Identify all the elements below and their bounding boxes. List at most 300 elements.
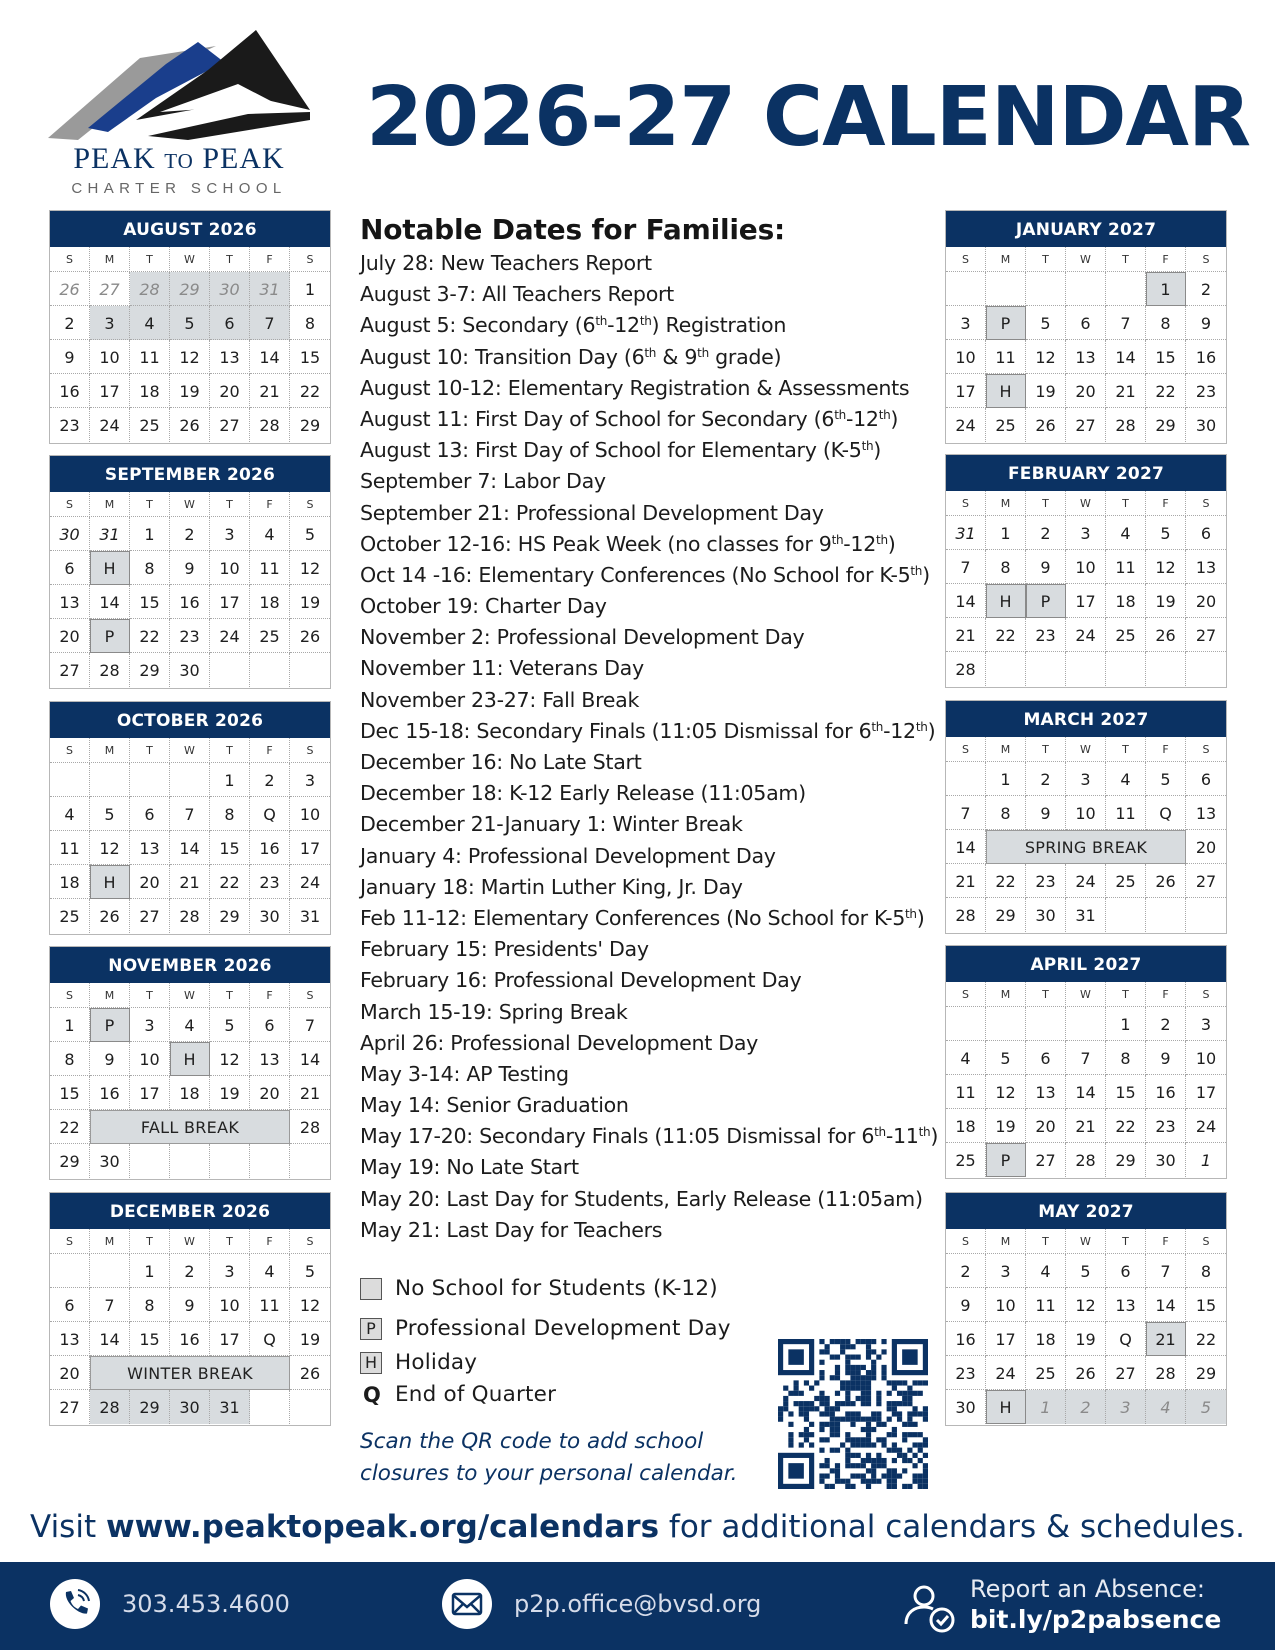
day-cell: 17 <box>1186 1075 1226 1109</box>
weekday-label: F <box>1146 491 1186 516</box>
legend-q-mark: Q <box>363 1383 381 1407</box>
day-cell: 12 <box>170 340 210 374</box>
day-cell: 7 <box>946 796 986 830</box>
legend-end-quarter: Q End of Quarter <box>360 1380 780 1410</box>
day-cell: 20 <box>250 1076 290 1110</box>
day-cell: 24 <box>1066 618 1106 652</box>
notable-text: August 11: First Day of School for Secondary (6 <box>360 406 835 431</box>
day-cell: 11 <box>1026 1288 1066 1322</box>
notable-date-item <box>360 778 940 809</box>
notable-text: December 18: K-12 Early Release (11:05am) <box>360 781 806 806</box>
legend-shaded-swatch <box>360 1278 382 1300</box>
weekday-label: T <box>130 983 170 1008</box>
ordinal-suffix: th <box>861 439 874 454</box>
day-cell: 23 <box>170 619 210 653</box>
day-cell: 21 <box>1066 1109 1106 1143</box>
day-cell: 8 <box>1186 1254 1226 1288</box>
day-cell: 7 <box>1146 1254 1186 1288</box>
day-cell: 12 <box>290 1288 330 1322</box>
day-cell: 29 <box>210 899 250 933</box>
ordinal-suffix: th <box>871 719 884 734</box>
weekday-label: S <box>50 983 90 1008</box>
page-title: 2026-27 CALENDAR <box>366 70 1251 165</box>
notable-text: August 3-7: All Teachers Report <box>360 282 674 307</box>
day-cell: 30 <box>170 653 210 687</box>
day-cell: 29 <box>130 653 170 687</box>
notable-dates <box>360 213 940 1246</box>
day-cell: 24 <box>290 865 330 899</box>
qr-code-icon[interactable] <box>778 1339 928 1489</box>
month-title: OCTOBER 2026 <box>50 702 330 738</box>
day-cell: 2 <box>50 306 90 340</box>
notable-date-item <box>360 1028 940 1059</box>
notable-text: Oct 14 -16: Elementary Conferences (No School for K-5 <box>360 562 911 587</box>
legend-pd-day: P Professional Development Day <box>360 1314 780 1344</box>
day-cell: 30 <box>50 517 90 551</box>
day-cell: 11 <box>250 1288 290 1322</box>
weekday-header <box>946 737 1226 762</box>
weekday-header <box>50 738 330 763</box>
break-band: WINTER BREAK <box>90 1356 290 1390</box>
notable-text: -11 <box>885 1124 919 1149</box>
weekday-label: M <box>90 983 130 1008</box>
weekday-label: M <box>986 491 1026 516</box>
day-cell: 8 <box>50 1042 90 1076</box>
weekday-label: M <box>90 1229 130 1254</box>
day-cell: 13 <box>1186 550 1226 584</box>
notable-date-item <box>360 903 940 934</box>
day-cell: 20 <box>1186 584 1226 618</box>
day-cell: 22 <box>1186 1322 1226 1356</box>
weekday-label: T <box>1106 982 1146 1007</box>
day-cell <box>946 1007 986 1041</box>
day-cell: 13 <box>1026 1075 1066 1109</box>
day-cell: 2 <box>946 1254 986 1288</box>
day-cell: 18 <box>50 865 90 899</box>
ordinal-suffix: th <box>915 719 928 734</box>
weekday-label: W <box>170 247 210 272</box>
day-cell: 18 <box>250 585 290 619</box>
day-cell: 19 <box>170 374 210 408</box>
day-cell: 2 <box>1026 516 1066 550</box>
day-cell: 7 <box>1106 306 1146 340</box>
day-cell: 25 <box>1106 618 1146 652</box>
day-cell: 31 <box>946 516 986 550</box>
day-cell: 5 <box>1026 306 1066 340</box>
ordinal-suffix: th <box>876 532 888 547</box>
day-cell: 25 <box>986 408 1026 442</box>
day-cell: 3 <box>1106 1390 1146 1424</box>
day-cell: 29 <box>1146 408 1186 442</box>
day-cell: 24 <box>90 408 130 442</box>
weekday-label: M <box>986 247 1026 272</box>
day-cell: 22 <box>50 1110 90 1144</box>
day-cell: 26 <box>290 619 330 653</box>
weekday-label: T <box>210 247 250 272</box>
day-cell: 2 <box>1066 1390 1106 1424</box>
day-cell <box>986 1007 1026 1041</box>
day-cell: 26 <box>1146 864 1186 898</box>
day-cell <box>90 1254 130 1288</box>
month-dec <box>49 1192 331 1426</box>
day-cell: 3 <box>1186 1007 1226 1041</box>
notable-text: September 7: Labor Day <box>360 469 606 494</box>
ordinal-suffix: th <box>697 345 709 360</box>
day-cell: 19 <box>290 585 330 619</box>
day-cell: 9 <box>946 1288 986 1322</box>
absence-link[interactable]: bit.ly/p2pabsence <box>970 1605 1222 1634</box>
weekday-label: W <box>170 492 210 517</box>
day-cell: 12 <box>210 1042 250 1076</box>
day-cell: 5 <box>1146 516 1186 550</box>
notable-text: July 28: New Teachers Report <box>360 251 652 275</box>
scan-instructions: Scan the QR code to add school closures to your personal calendar. <box>360 1429 738 1486</box>
day-cell: 5 <box>1066 1254 1106 1288</box>
mountain-logo-icon <box>48 28 310 148</box>
day-cell: 24 <box>946 408 986 442</box>
day-cell: 1 <box>290 272 330 306</box>
day-cell <box>986 652 1026 686</box>
day-cell: 17 <box>1066 584 1106 618</box>
notable-date-item <box>360 1152 940 1183</box>
day-cell: 30 <box>90 1144 130 1178</box>
weekday-label: T <box>210 983 250 1008</box>
day-cell: 4 <box>1106 762 1146 796</box>
weekday-label: S <box>50 1229 90 1254</box>
day-cell <box>170 1144 210 1178</box>
day-cell: 21 <box>946 864 986 898</box>
weekday-label: F <box>1146 247 1186 272</box>
notable-text: & 9 <box>656 344 698 369</box>
day-cell: 28 <box>946 898 986 932</box>
day-cell: 27 <box>210 408 250 442</box>
notable-text: January 4: Professional Development Day <box>360 843 776 868</box>
notable-date-item <box>360 716 940 747</box>
day-grid <box>50 1008 330 1179</box>
month-apr <box>945 945 1227 1179</box>
notable-text: ) <box>873 438 882 463</box>
user-check-icon <box>902 1580 958 1636</box>
day-cell: 11 <box>1106 796 1146 830</box>
day-cell: 20 <box>1186 830 1226 864</box>
notable-date-item <box>360 342 940 373</box>
notable-date-item <box>360 529 940 560</box>
notable-date-item <box>360 1215 940 1246</box>
month-oct <box>49 701 331 935</box>
day-cell: 23 <box>946 1356 986 1390</box>
day-cell: 15 <box>130 1322 170 1356</box>
month-title: MARCH 2027 <box>946 701 1226 737</box>
day-cell: 20 <box>130 865 170 899</box>
day-cell: 27 <box>1186 864 1226 898</box>
notable-text: October 12-16: HS Peak Week (no classes for 9 <box>360 531 832 556</box>
day-cell: 19 <box>210 1076 250 1110</box>
day-cell: 5 <box>1146 762 1186 796</box>
day-cell: 3 <box>1066 762 1106 796</box>
notable-text: May 14: Senior Graduation <box>360 1093 629 1118</box>
month-sep <box>49 455 331 689</box>
day-cell: 23 <box>250 865 290 899</box>
notable-text: August 10: Transition Day (6 <box>360 344 645 369</box>
day-cell: 16 <box>170 1322 210 1356</box>
notable-text: -12 <box>845 406 879 431</box>
day-cell: 10 <box>210 1288 250 1322</box>
weekday-label: S <box>306 498 314 511</box>
weekday-label: F <box>250 738 290 763</box>
day-cell: 17 <box>210 585 250 619</box>
day-cell: 27 <box>1026 1143 1066 1177</box>
day-cell: 10 <box>130 1042 170 1076</box>
day-cell <box>1066 652 1106 686</box>
day-cell: 11 <box>250 551 290 585</box>
day-cell: 10 <box>210 551 250 585</box>
weekday-label: F <box>1146 1229 1186 1254</box>
day-cell: 12 <box>290 551 330 585</box>
day-cell: 22 <box>986 864 1026 898</box>
month-mar <box>945 700 1227 934</box>
day-cell <box>130 763 170 797</box>
day-cell: 10 <box>90 340 130 374</box>
day-cell: 8 <box>290 306 330 340</box>
weekday-label: F <box>250 492 290 517</box>
day-cell: 31 <box>299 907 321 926</box>
notable-text: December 16: No Late Start <box>360 750 642 774</box>
notable-text: November 11: Veterans Day <box>360 656 644 681</box>
month-title: APRIL 2027 <box>946 946 1226 982</box>
notable-text: August 10-12: Elementary Registration & Assessments <box>360 375 910 400</box>
logo-subtitle: CHARTER SCHOOL <box>71 180 287 197</box>
email-address[interactable]: p2p.office@bvsd.org <box>514 1590 762 1618</box>
day-cell: 18 <box>946 1109 986 1143</box>
day-cell: 25 <box>1106 864 1146 898</box>
day-cell <box>210 653 250 687</box>
notable-date-item <box>360 872 940 903</box>
month-title: JANUARY 2027 <box>946 211 1226 247</box>
day-cell <box>50 1254 90 1288</box>
notable-text: ) <box>927 718 936 743</box>
notable-text: ) <box>916 905 925 930</box>
day-cell: 4 <box>1106 516 1146 550</box>
notable-text: -12 <box>607 313 640 338</box>
weekday-label: S <box>946 737 986 762</box>
weekday-label: F <box>250 1229 290 1254</box>
day-cell: 19 <box>986 1109 1026 1143</box>
weekday-label: S <box>306 1235 314 1248</box>
day-cell <box>1106 898 1146 932</box>
day-cell: 14 <box>946 830 986 864</box>
weekday-label: S <box>946 982 986 1007</box>
day-cell: 24 <box>210 619 250 653</box>
notable-text: January 18: Martin Luther King, Jr. Day <box>360 874 743 899</box>
day-cell: 4 <box>170 1008 210 1042</box>
weekday-label: M <box>90 738 130 763</box>
day-cell: 10 <box>946 340 986 374</box>
weekday-label: S <box>1202 497 1210 510</box>
day-cell: 26 <box>90 899 130 933</box>
day-cell: P <box>1026 584 1066 618</box>
weekday-label: S <box>50 247 90 272</box>
weekday-label: S <box>306 253 314 266</box>
weekday-label: W <box>1066 982 1106 1007</box>
notable-date-item <box>360 841 940 872</box>
day-cell <box>1106 652 1146 686</box>
day-cell <box>170 763 210 797</box>
day-cell: 16 <box>50 374 90 408</box>
weekday-header <box>946 982 1226 1007</box>
month-feb <box>945 454 1227 688</box>
weekday-label: M <box>90 492 130 517</box>
day-cell: 3 <box>986 1254 1026 1288</box>
day-cell: 22 <box>1106 1109 1146 1143</box>
day-grid <box>50 763 330 934</box>
notable-text: August 13: First Day of School for Elementary (K-5 <box>360 438 862 463</box>
notable-text: October 19: Charter Day <box>360 594 607 619</box>
day-cell: 13 <box>1186 796 1226 830</box>
day-cell: 15 <box>1186 1288 1226 1322</box>
day-cell: 23 <box>50 408 90 442</box>
weekday-label: S <box>306 989 314 1002</box>
day-cell: 20 <box>50 1356 90 1390</box>
day-grid <box>50 272 330 443</box>
day-cell: 18 <box>1106 584 1146 618</box>
calendars-link[interactable]: www.peaktopeak.org/calendars <box>105 1509 660 1545</box>
day-cell: 19 <box>1146 584 1186 618</box>
weekday-label: S <box>1202 253 1210 266</box>
weekday-label: M <box>90 247 130 272</box>
day-cell: 20 <box>210 374 250 408</box>
day-cell: 15 <box>1106 1075 1146 1109</box>
day-cell: 19 <box>1026 374 1066 408</box>
day-cell: 2 <box>1026 762 1066 796</box>
day-cell: 25 <box>250 619 290 653</box>
day-cell: 20 <box>1066 374 1106 408</box>
day-cell: 13 <box>50 1322 90 1356</box>
day-cell: 2 <box>170 1254 210 1288</box>
weekday-header <box>50 1229 330 1254</box>
weekday-label: F <box>250 247 290 272</box>
day-cell: 19 <box>290 1322 330 1356</box>
day-cell: 15 <box>50 1076 90 1110</box>
notable-text: -12 <box>843 531 877 556</box>
weekday-label: T <box>1026 737 1066 762</box>
day-cell: Q <box>250 797 290 831</box>
weekday-label: F <box>250 983 290 1008</box>
weekday-label: S <box>946 247 986 272</box>
weekday-label: W <box>1066 737 1106 762</box>
notable-date-item <box>360 310 940 341</box>
notable-text: November 23-27: Fall Break <box>360 687 640 712</box>
day-cell: 31 <box>1066 898 1106 932</box>
day-cell: 9 <box>1026 550 1066 584</box>
day-cell: 22 <box>290 374 330 408</box>
day-cell: 31 <box>90 517 130 551</box>
day-cell: 31 <box>250 272 290 306</box>
day-cell: P <box>986 1143 1026 1177</box>
phone-number[interactable]: 303.453.4600 <box>122 1590 290 1618</box>
day-cell: 12 <box>1026 340 1066 374</box>
month-title: FEBRUARY 2027 <box>946 455 1226 491</box>
month-title: SEPTEMBER 2026 <box>50 456 330 492</box>
day-cell: 29 <box>1106 1143 1146 1177</box>
notable-text: February 16: Professional Development Day <box>360 968 802 993</box>
day-cell: 4 <box>1146 1390 1186 1424</box>
day-cell <box>130 1144 170 1178</box>
day-cell: H <box>90 865 130 899</box>
day-cell: 19 <box>1066 1322 1106 1356</box>
day-cell <box>946 762 986 796</box>
day-cell: 28 <box>170 899 210 933</box>
day-cell: 26 <box>170 408 210 442</box>
day-cell: 9 <box>90 1042 130 1076</box>
notable-date-item <box>360 1059 940 1090</box>
day-cell: 11 <box>50 831 90 865</box>
notable-text: ) <box>922 562 930 587</box>
day-cell <box>1146 898 1186 932</box>
day-cell: 29 <box>1186 1356 1226 1390</box>
weekday-label: T <box>1106 1229 1146 1254</box>
notable-date-item <box>360 373 940 404</box>
day-cell: 18 <box>170 1076 210 1110</box>
weekday-label: T <box>1026 247 1066 272</box>
day-cell: 27 <box>50 1390 90 1424</box>
notable-text: September 21: Professional Development Day <box>360 500 824 525</box>
day-cell: 11 <box>130 340 170 374</box>
notable-date-item <box>360 997 940 1028</box>
day-cell: 6 <box>1186 762 1226 796</box>
day-cell: 14 <box>290 1042 330 1076</box>
notable-date-item <box>360 809 940 840</box>
ordinal-suffix: th <box>834 407 846 422</box>
day-cell: 13 <box>1066 340 1106 374</box>
day-cell: 1 <box>130 517 170 551</box>
weekday-label: W <box>1066 247 1106 272</box>
day-cell: 22 <box>210 865 250 899</box>
ordinal-suffix: th <box>910 563 923 578</box>
notable-text: May 20: Last Day for Students, Early Release (11:05am) <box>360 1186 923 1211</box>
day-cell: 10 <box>986 1288 1026 1322</box>
day-cell: 9 <box>170 551 210 585</box>
weekday-label: W <box>1066 491 1106 516</box>
day-cell: 30 <box>1195 416 1217 435</box>
day-cell: 1 <box>50 1008 90 1042</box>
notable-date-item <box>360 560 940 591</box>
day-cell: 18 <box>1026 1322 1066 1356</box>
legend-holiday: H Holiday <box>360 1348 780 1378</box>
day-cell: 29 <box>130 1390 170 1424</box>
day-cell: 27 <box>1106 1356 1146 1390</box>
day-cell: 5 <box>90 797 130 831</box>
day-cell: 6 <box>130 797 170 831</box>
day-cell: 21 <box>1106 374 1146 408</box>
day-cell: 25 <box>946 1143 986 1177</box>
day-cell: 24 <box>1186 1109 1226 1143</box>
logo-wordmark: PEAK TO PEAK <box>73 142 285 175</box>
day-grid <box>946 1007 1226 1178</box>
day-cell <box>1026 652 1066 686</box>
day-cell: 31 <box>210 1390 250 1424</box>
month-title: DECEMBER 2026 <box>50 1193 330 1229</box>
day-cell: 6 <box>250 1008 290 1042</box>
day-cell: 8 <box>210 797 250 831</box>
day-cell: 22 <box>986 618 1026 652</box>
day-cell: 28 <box>946 652 986 686</box>
day-cell: 7 <box>290 1008 330 1042</box>
day-cell: P <box>90 1008 130 1042</box>
day-cell: 10 <box>290 797 330 831</box>
day-cell: 14 <box>90 1322 130 1356</box>
day-cell: 3 <box>210 517 250 551</box>
notable-date-item <box>360 934 940 965</box>
